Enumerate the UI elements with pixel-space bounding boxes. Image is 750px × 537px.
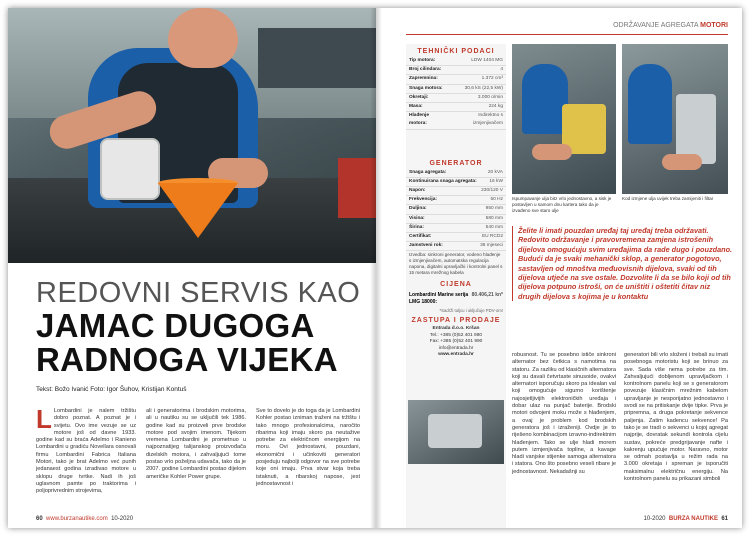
spec-row: Snaga agregata: 20 kVA bbox=[406, 169, 506, 178]
price-row bbox=[406, 290, 506, 308]
spec-row: Hlađenje motora: Indirektno s izmjenjivačem bbox=[406, 112, 506, 129]
article-headline bbox=[36, 278, 366, 377]
drop-cap: L bbox=[36, 404, 52, 434]
price-label: Lombardini Marine serija LMG 18000: bbox=[409, 292, 469, 306]
caption-photo-1: Ispumpavanje ulja bitz vrlo jednostavno, a sisk je postavljen u samom dnu kartera tako da je izvađeno sve staro ulje bbox=[512, 196, 612, 213]
dealer-email: info@entrada.hr bbox=[438, 345, 474, 351]
footer-issue-left: 10-2020 bbox=[111, 516, 134, 522]
right-column-1 bbox=[512, 352, 616, 476]
column-text: Sve to dovelo je do toga da je Lombardini Kohler postao izniman traženi na tržištu i tako mnogo profesionalcima, naročito ribarima koji imaju skoro pa neutažive potrebe za električnom energijom na moru. Ovi jednostavni, pouzdani, ekonomični i učinkoviti generatori posjeduju najbolji odgovor na sve potrebe koje oni imaju. Prva stvar koja treba istaknuti, a ribarskoj napose, jest jednostavnost i bbox=[256, 408, 360, 487]
spec-row: Masa: 224 kg bbox=[406, 103, 506, 112]
spec-row: Okretaji: 3.000 o/min bbox=[406, 94, 506, 103]
spec-row: Snaga motora: 30,6 kS (22,5 kW) bbox=[406, 85, 506, 94]
specs-title: TEHNIČKI PODACI bbox=[417, 48, 495, 55]
oil-filter-photo bbox=[622, 44, 728, 194]
spine-shadow bbox=[370, 8, 382, 528]
engine-block bbox=[428, 414, 482, 448]
mechanic-head bbox=[168, 8, 238, 68]
byline: Tekst: Božo Ivanić Foto: Igor Šuhov, Kristijan Kontuš bbox=[36, 386, 187, 393]
izvedba-note: Izvedba: sinkroni generator, vodeno hlađenje s izmjenjivačem, automatska regulacija napona, digitalni upravljački i kontrolni panel s 15 metara mrežnog kabela bbox=[409, 252, 503, 276]
title-line-1: REDOVNI SERVIS KAO bbox=[36, 277, 361, 309]
dealer-title: ZASTUPA I PRODAJE bbox=[411, 317, 501, 325]
title-line-3: RADNOGA VIJEKA bbox=[36, 341, 338, 378]
spec-row: Duljina: 950 mm bbox=[406, 205, 506, 214]
dealer-web: www.entrada.hr bbox=[438, 352, 474, 358]
section-prefix: ODRŽAVANJE AGREGATA bbox=[613, 22, 699, 29]
left-column-1 bbox=[36, 404, 136, 496]
photo-hand bbox=[662, 154, 702, 170]
price-title: CIJENA bbox=[440, 281, 472, 289]
title-line-2: JAMAC DUGOGA bbox=[36, 307, 315, 344]
lead-paragraph: Želite li imati pouzdan uređaj taj uređaj treba održavati. Redovito održavanje i pravovremena zamjena istrošenih dijelova omogućuju svim uređajima da rade dugo i pouzdano. Budući da je svaki mehanički sklop, a generator pogotovo, sastavljen od mnoštva međuovisnih dijelova, svaki od tih dijelova utječe na sve ostale. Dozvolite li da se bilo koji od tih dijelova potpuno istroši, on će uništiti i oštetiti čitav niz drugih dijelova s kojima je u kontaktu bbox=[512, 226, 734, 301]
spec-row: Jamstveni rok: 36 mjeseci bbox=[406, 242, 506, 251]
section-highlight: MOTORI bbox=[700, 22, 728, 29]
footer-right bbox=[643, 516, 728, 522]
footer-site: www.burzanautike.com bbox=[46, 516, 108, 522]
photo-hand bbox=[532, 144, 572, 160]
right-column-2 bbox=[624, 352, 728, 483]
mechanic-photo bbox=[8, 8, 376, 263]
footer-issue-right: 10-2020 bbox=[643, 516, 666, 522]
oil-pump-photo bbox=[512, 44, 616, 194]
spec-row: Širina: 540 mm bbox=[406, 224, 506, 233]
left-page bbox=[8, 8, 376, 528]
spec-row: Frekvencija: 50 Hz bbox=[406, 196, 506, 205]
section-header bbox=[613, 22, 728, 29]
spec-row: Certifikat: EU RCD2 bbox=[406, 233, 506, 242]
right-page bbox=[376, 8, 742, 528]
spec-row: Tip motora: LDW 1404 MG bbox=[406, 57, 506, 66]
spec-row: Napon: 230/120 V bbox=[406, 187, 506, 196]
spec-row: Zapremnina: 1.372 cm³ bbox=[406, 75, 506, 84]
oil-bottle bbox=[100, 138, 160, 200]
column-text: Lombardini je nalem tržištu dobro poznat. A poznat je i svijetu. Ovo ime vezuje se uz motore još od davne 1933. godine kad su braća Adelmo i Ranieno Lombardini u gradiću Novellara osnovali firmu Lombardini Fabrica Italiana Motori, tako je brat Adelmo već punih jedanaest godina izradivao motore u sklopu druge tvrtke. Nadi ih još uglavnom pamte po traktorima i poljoprivrednim strojevima, bbox=[36, 408, 136, 495]
specs-box bbox=[406, 44, 506, 528]
spec-row: Visina: 580 mm bbox=[406, 215, 506, 224]
magazine-spread bbox=[8, 8, 742, 528]
footer-left bbox=[36, 516, 133, 522]
left-column-3 bbox=[256, 408, 360, 488]
photo-figure bbox=[628, 64, 672, 144]
dealer-company: Entrada d.o.o. Kršan bbox=[432, 326, 480, 332]
generator-photo bbox=[408, 400, 504, 464]
tool-shelf bbox=[258, 28, 376, 88]
left-column-2 bbox=[146, 408, 246, 481]
dealer-tel: Tel.: +385 (0)52 401 980 bbox=[429, 332, 483, 338]
price-note: *Sadrži tuljcu i uključuje PDV-om! bbox=[439, 308, 503, 314]
section-rule bbox=[406, 34, 728, 35]
column-text: ali i generatorima i brodskim motorima, ali u nautiku su se uključili tek 1986. godine kad su proizveli prve brodske motore pod svojim imenom. Tijekom vremena Lombardini je prometnuo u najpoznatijeg talijanskog proizvođača dizelskih motora, i zahvaljujući tome postao vrlo poželjna udavača, tako da je 2007. godine Lombardini postao dijelom američke Kohler Power grupe. bbox=[146, 408, 246, 480]
caption-photo-2: Kod izmjene ulja uvijek treba zamijeniti i filtar bbox=[622, 196, 714, 201]
spec-row: Kontinuirana snaga agregata: 16 kW bbox=[406, 178, 506, 187]
column-text: robusnost. Tu se posebno ističe sinkroni alternator bez četkica s namotima na statoru. Za razliku od klasičnih alternatora koji su davali četvrtaste sinusoide, ovakvi alternatori isporučuju skoro pa idealan val koji omogućuje sigurno korištenje najosjetljivijih elektroničkih uređaja i dobar ulaz na punjač baterije. Brodski motori odvojeni moku može s hlađenjem, a ovaj je problem kod brodskih generatora još i izraženiji. Ovdje je to riješeno kombinacijom izravno-indirektnim hlađenjem. Tako se ulje hladi morem putem izmjenjivača topline, a kavage hladi vanjske stijenke samoga alternatora i statora. Ono što posebno veseli ribare je jednostavnost. Nekadašnji su bbox=[512, 352, 616, 475]
generator-title: GENERATOR bbox=[429, 159, 483, 167]
footer-brand: BURZA NAUTIKE bbox=[668, 516, 718, 522]
column-text: generatori bili vrlo složeni i trebali su imati posebnoga motoristu koji se brinuo za sve. Sada više nema potrebe za tim. Zahvaljujući dobljenom upravljačkom i kontrolnom panelu koji se s generatorom povezuje klasičnim mrežnim kabelom upravljanje je nesporijatno jednostavno i svodi se na pritiskanje dvije tipke. Prva je pripremna, a druga pokretanje sekvence paljenja. Zatim kadencu sekvence! Pa tako je se tradi o sekvenci u kojoj agregat najprije, dovratak sekundi kontrola cijelu sustav, pokreće predgrijavanje nafte i kakrenju upućuje motor. Naravno, motor se odmah postavlja u režim rada na 3.000 okretaja i spreman je isporučiti maksimalnu električnu energiju. Na kontrolnom panelu su prikazani simboli bbox=[624, 352, 728, 483]
dealer-fax: Fax: +385 (0)52 401 990 bbox=[429, 339, 483, 345]
dealer-info bbox=[406, 326, 506, 358]
page-number-left: 60 bbox=[36, 516, 43, 522]
page-number-right: 61 bbox=[721, 516, 728, 522]
spec-row: Broj cilindara: 4 bbox=[406, 66, 506, 75]
price-value: 80.406,21 kn* bbox=[471, 292, 503, 299]
orange-funnel bbox=[158, 183, 238, 238]
